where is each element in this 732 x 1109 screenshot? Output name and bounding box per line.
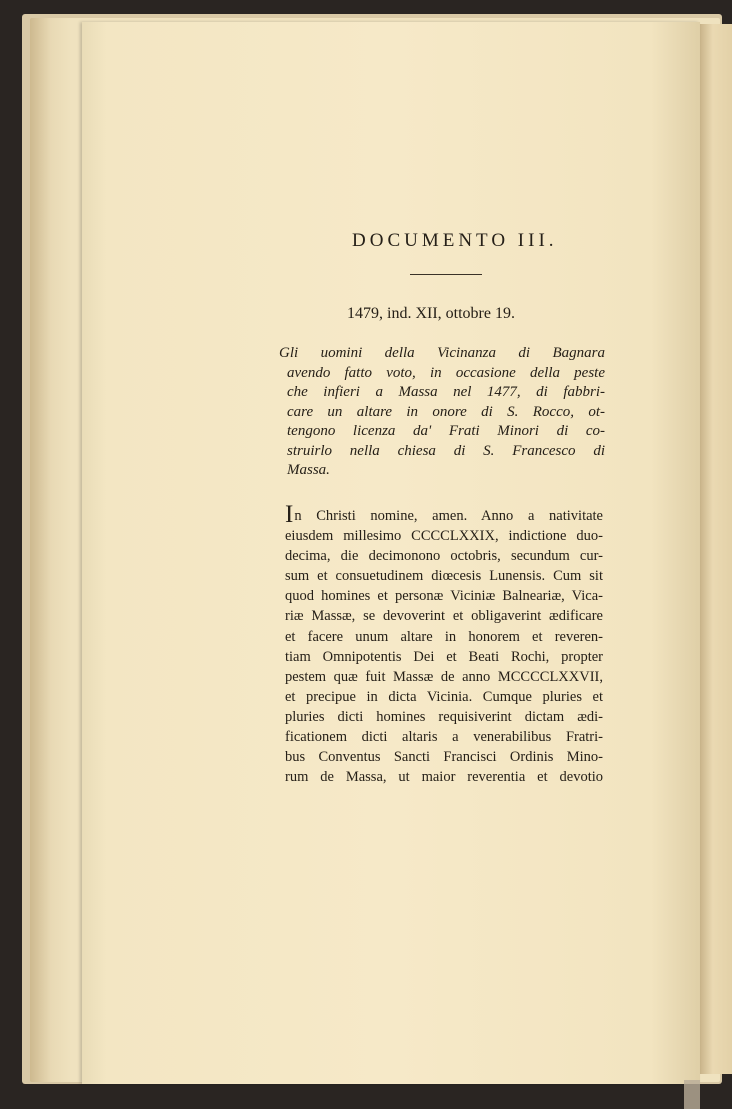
summary-line: avendo fatto voto, in occasione della peste	[287, 364, 605, 381]
body-line: sum et consuetudinem diœcesis Lunensis. Cum sit	[285, 568, 603, 585]
body-line: et facere unum altare in honorem et reveren-	[285, 628, 603, 645]
summary-line: che infieri a Massa nel 1477, di fabbri-	[287, 384, 605, 400]
summary-line: tengono licenza da' Frati Minori di co-	[287, 423, 605, 439]
drop-cap: I	[285, 501, 294, 528]
body-line: tiam Omnipotentis Dei et Beati Rochi, propter	[285, 648, 603, 665]
bookmark-ribbon	[684, 1080, 700, 1109]
document-date: 1479, ind. XII, ottobre 19.	[347, 305, 515, 322]
body-line: quod homines et personæ Viciniæ Balneariæ, Vica-	[285, 588, 603, 605]
book-page	[82, 22, 700, 1084]
body-line: n Christi nomine, amen. Anno a nativitate	[294, 508, 603, 524]
body-first-line	[285, 501, 603, 528]
body-line: ficationem dicti altaris a venerabilibus Fratri-	[285, 729, 603, 746]
body-line: bus Conventus Sancti Francisci Ordinis Mino-	[285, 749, 603, 766]
body-line: pestem quæ fuit Massæ de anno MCCCCLXXVII,	[285, 668, 603, 685]
body-line: riæ Massæ, se devoverint et obligaverint ædificare	[285, 608, 603, 625]
body-line: eiusdem millesimo CCCCLXXIX, indictione duo-	[285, 528, 603, 545]
summary-line: struirlo nella chiesa di S. Francesco di	[287, 442, 605, 459]
summary-line: Gli uomini della Vicinanza di Bagnara	[279, 345, 605, 361]
document-title: DOCUMENTO III.	[352, 230, 558, 251]
adjacent-page-edge	[700, 24, 732, 1074]
body-line: pluries dicti homines requisiverint dictam ædi-	[285, 708, 603, 725]
title-divider	[410, 274, 482, 275]
document-summary	[279, 344, 605, 481]
summary-line: Massa.	[287, 462, 330, 478]
summary-line: care un altare in onore di S. Rocco, ot-	[287, 403, 605, 420]
body-line: rum de Massa, ut maior reverentia et devotio	[285, 769, 603, 786]
document-body	[285, 501, 603, 787]
body-line: et precipue in dicta Vicinia. Cumque pluries et	[285, 688, 603, 705]
body-line: decima, die decimonono octobris, secundum cur-	[285, 548, 603, 565]
